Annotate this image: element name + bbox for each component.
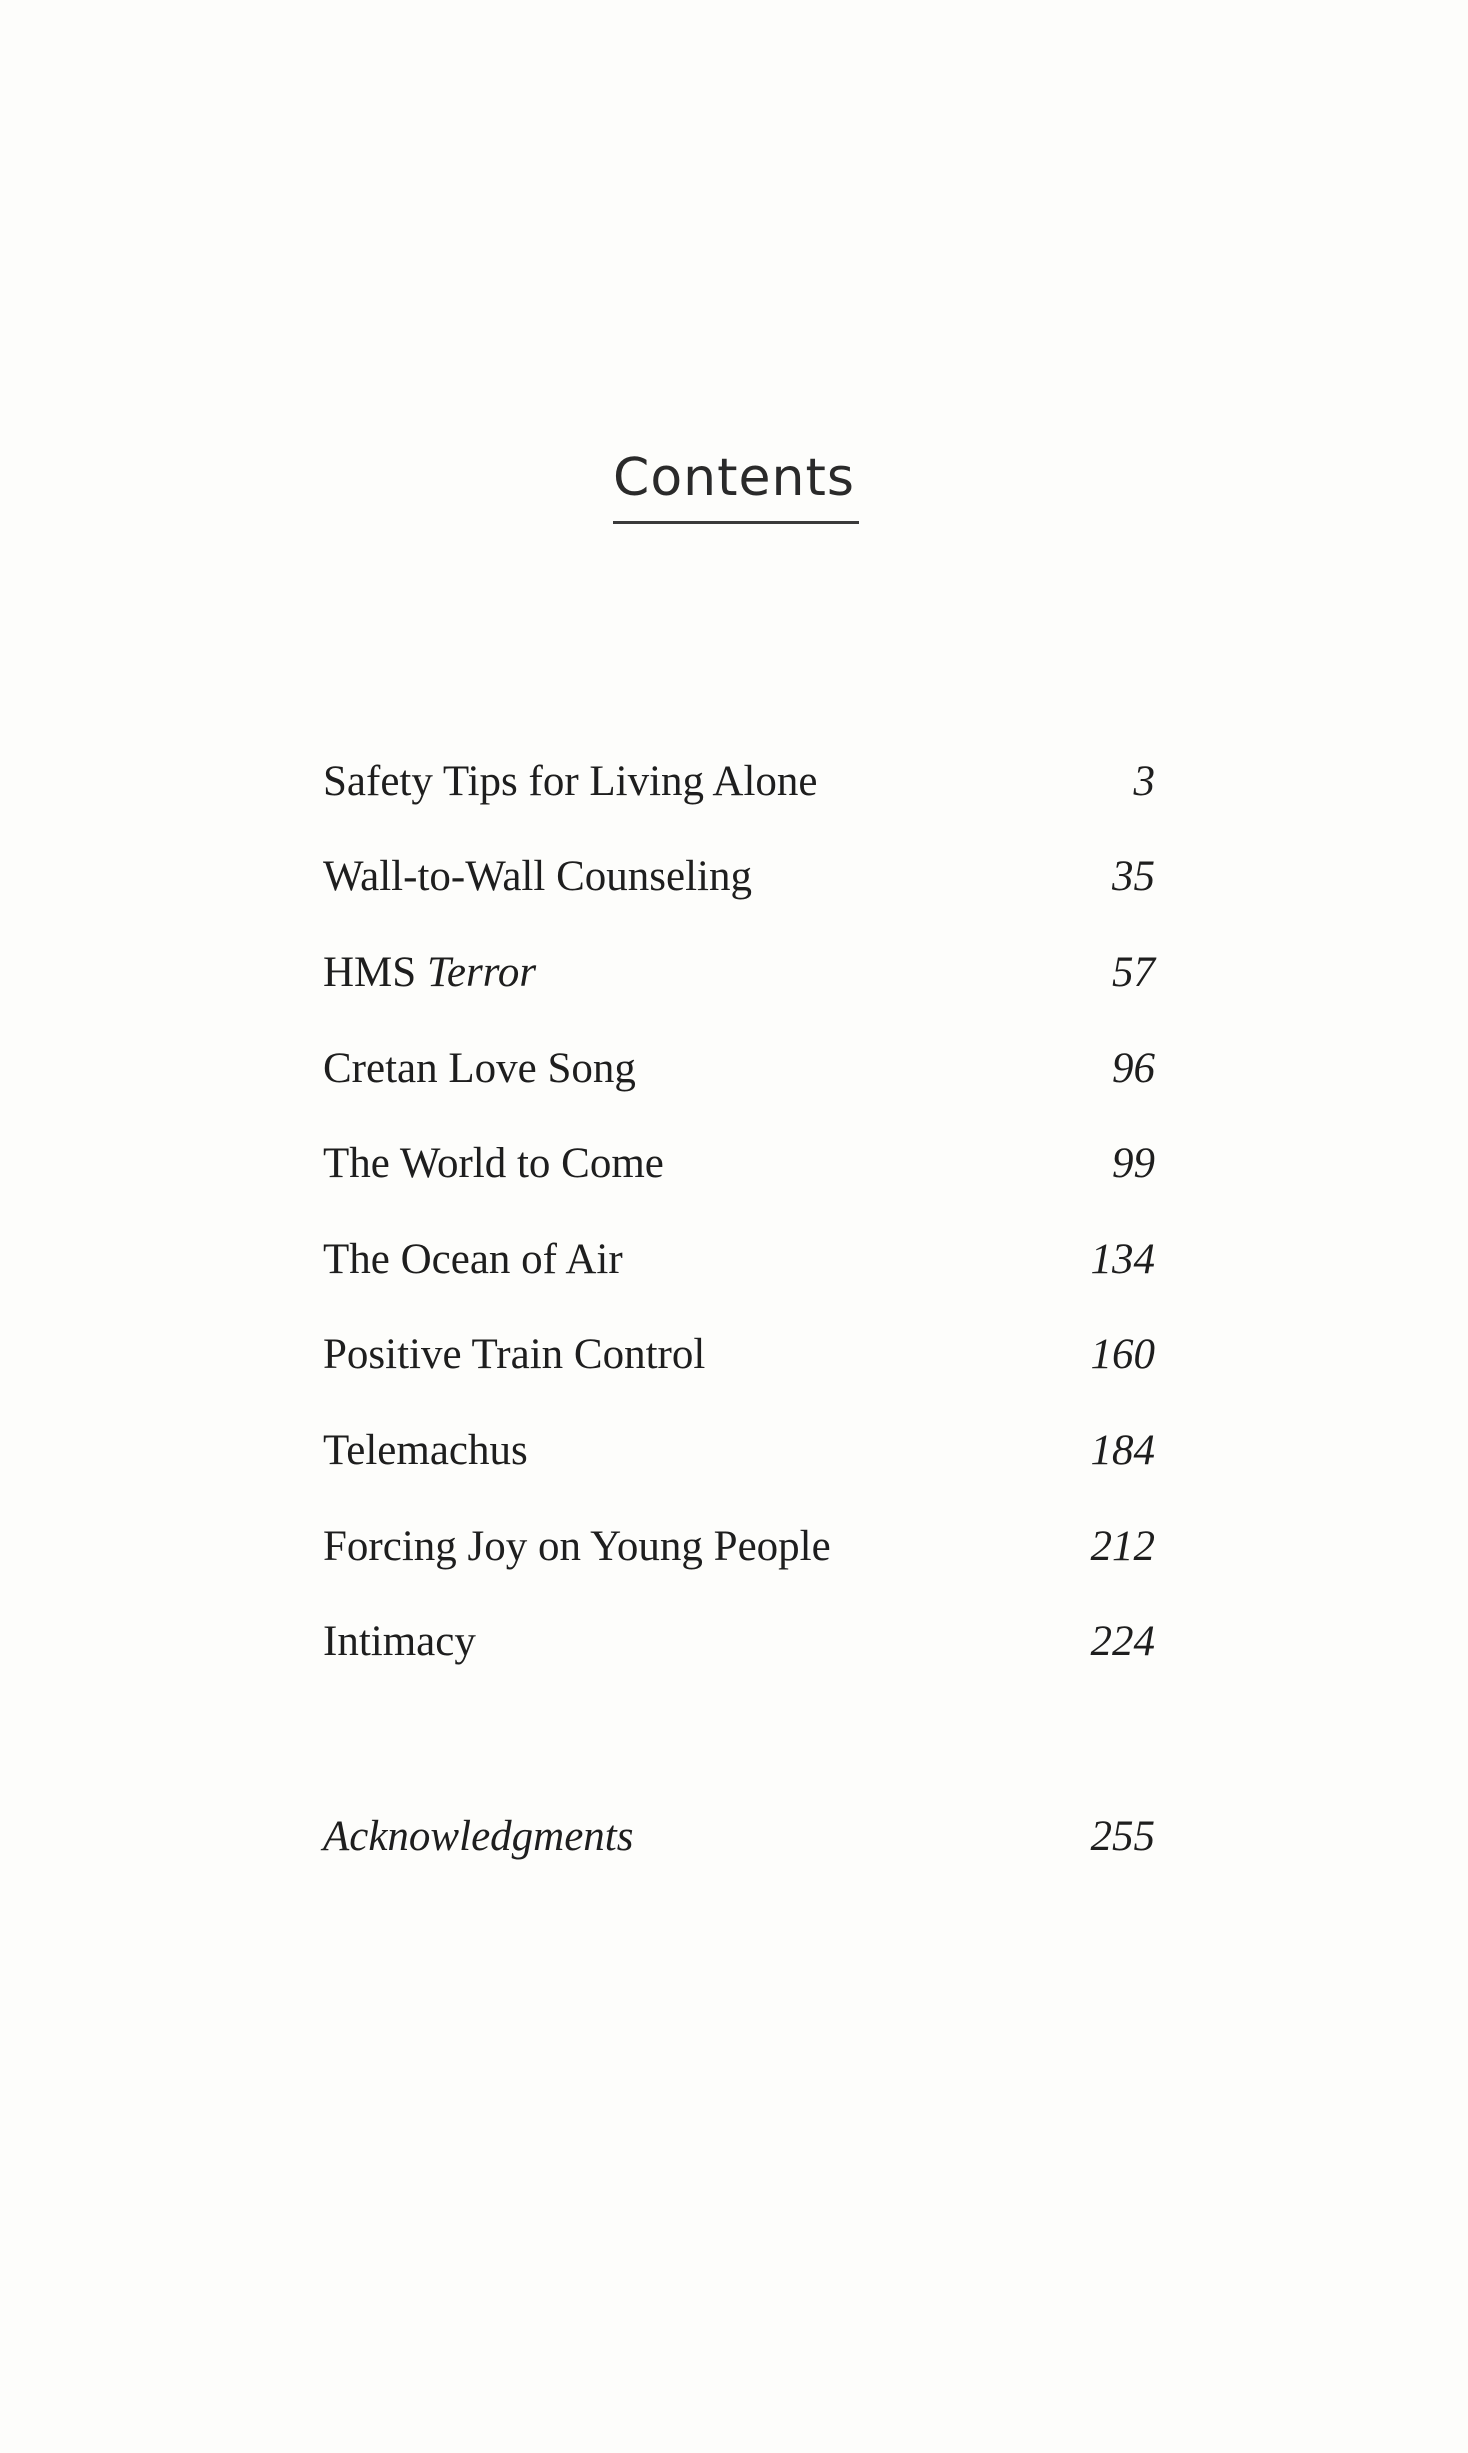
toc-entry-page: 99 (1112, 1140, 1155, 1187)
toc-entry-title: The Ocean of Air (323, 1236, 623, 1283)
toc-entry-page: 134 (1090, 1236, 1155, 1283)
toc-entry-title: Intimacy (323, 1618, 476, 1665)
toc-entry-title: Acknowledgments (323, 1813, 634, 1860)
toc-entry[interactable] (323, 1612, 1155, 1672)
heading-underline (613, 521, 859, 524)
toc-entry[interactable] (323, 1230, 1155, 1290)
toc-entry[interactable] (323, 1517, 1155, 1577)
toc-entry-page: 57 (1112, 949, 1155, 996)
toc-back-matter-entry[interactable] (323, 1807, 1155, 1867)
contents-heading: Contents (613, 448, 855, 508)
toc-entry-page: 184 (1090, 1427, 1155, 1474)
toc-entry-page: 96 (1112, 1045, 1155, 1092)
toc-entry-title (323, 943, 536, 1003)
toc-entry[interactable] (323, 752, 1155, 812)
toc-entry[interactable] (323, 1039, 1155, 1099)
toc-entry-title: Safety Tips for Living Alone (323, 758, 818, 805)
toc-entry-title: Positive Train Control (323, 1331, 706, 1378)
toc-entry-title-italic: Terror (426, 949, 537, 996)
toc-entry-title: Cretan Love Song (323, 1045, 636, 1092)
toc-entry-page: 224 (1090, 1618, 1155, 1665)
toc-entry[interactable] (323, 1134, 1155, 1194)
toc-entry-title: The World to Come (323, 1140, 664, 1187)
toc-entry-title: Telemachus (323, 1427, 528, 1474)
toc-entry-page: 3 (1133, 758, 1155, 805)
toc-entry-title: Forcing Joy on Young People (323, 1523, 831, 1570)
toc-entry-page: 35 (1112, 853, 1155, 900)
toc-entry-page: 160 (1090, 1331, 1155, 1378)
toc-entry-page: 212 (1090, 1523, 1155, 1570)
toc-entry[interactable] (323, 1325, 1155, 1385)
toc-entry-page: 255 (1090, 1813, 1155, 1860)
toc-entry[interactable] (323, 943, 1155, 1003)
toc-entry[interactable] (323, 1421, 1155, 1481)
toc-entry[interactable] (323, 847, 1155, 907)
toc-entry-title-prefix: HMS (323, 949, 417, 996)
toc-entry-title: Wall-to-Wall Counseling (323, 853, 752, 900)
